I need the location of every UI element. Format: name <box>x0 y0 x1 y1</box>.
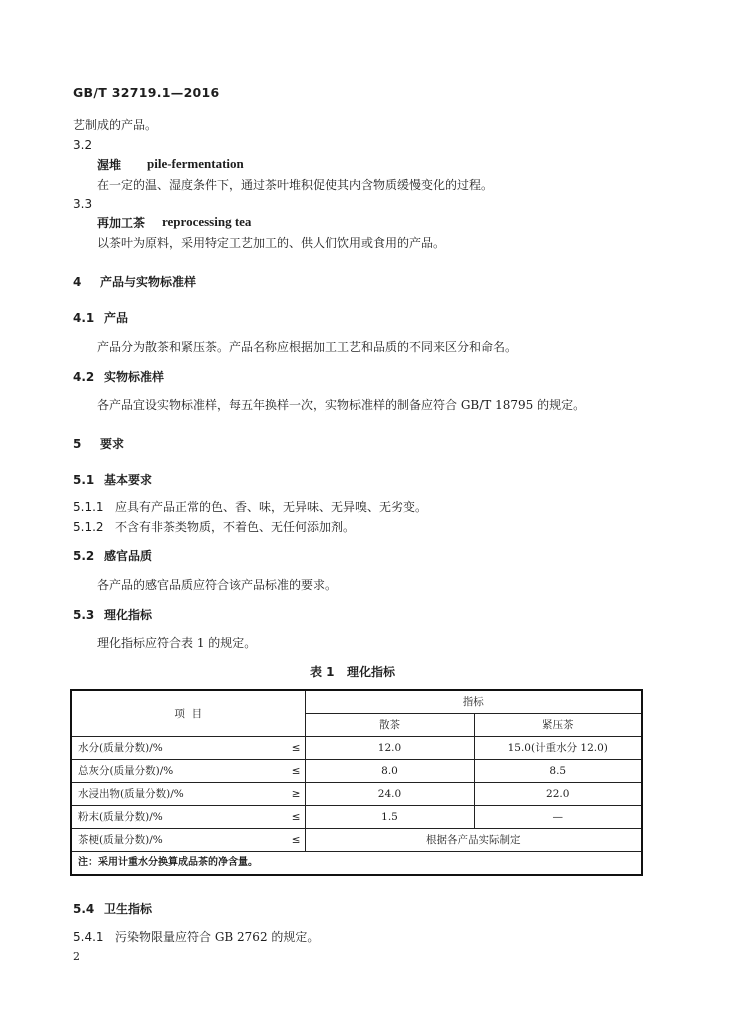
section-5-4-number: 5.4 <box>73 902 95 916</box>
row-operator: ≤ <box>269 806 305 829</box>
header-item: 项 目 <box>71 690 305 737</box>
section-5-1-1-text: 应具有产品正常的色、香、味，无异味、无异嗅、无劣变。 <box>115 500 428 514</box>
section-5-1-1-number: 5.1.1 <box>73 500 104 514</box>
section-5-1-title: 基本要求 <box>104 473 153 487</box>
row-loose-value: 12.0 <box>305 737 474 760</box>
row-compressed-value: — <box>474 806 642 829</box>
row-operator: ≤ <box>269 760 305 783</box>
row-name: 水分(质量分数)/% <box>71 737 269 760</box>
term-3-2-number: 3.2 <box>73 138 93 152</box>
section-4-1-text: 产品分为散茶和紧压茶。产品名称应根据加工工艺和品质的不同来区分和命名。 <box>97 340 518 354</box>
section-4-2-title: 实物标准样 <box>104 370 165 384</box>
section-5-3-number: 5.3 <box>73 608 95 622</box>
term-3-3-en: reprocessing tea <box>162 214 252 229</box>
term-3-2-definition: 在一定的温、湿度条件下，通过茶叶堆积促使其内含物质缓慢变化的过程。 <box>97 178 494 192</box>
standard-number: GB/T 32719.1—2016 <box>73 85 220 100</box>
term-3-2-zh: 渥堆 <box>97 158 122 172</box>
row-loose-value: 1.5 <box>305 806 474 829</box>
table-row <box>71 806 642 829</box>
row-loose-value: 24.0 <box>305 783 474 806</box>
section-5-2-number: 5.2 <box>73 549 95 563</box>
continued-text: 艺制成的产品。 <box>73 118 158 132</box>
section-5-2-title: 感官品质 <box>104 549 153 563</box>
section-5-4-title: 卫生指标 <box>104 902 153 916</box>
row-name: 总灰分(质量分数)/% <box>71 760 269 783</box>
row-compressed-value: 8.5 <box>474 760 642 783</box>
table-row <box>71 829 642 852</box>
section-5-1-2-number: 5.1.2 <box>73 520 104 534</box>
header-compressed-tea: 紧压茶 <box>474 714 642 737</box>
term-3-3-definition: 以茶叶为原料，采用特定工艺加工的、供人们饮用或食用的产品。 <box>97 236 446 250</box>
section-4-1-number: 4.1 <box>73 311 95 325</box>
table-row <box>71 760 642 783</box>
section-5-1-number: 5.1 <box>73 473 95 487</box>
section-5-number: 5 <box>73 437 82 451</box>
term-3-2-en: pile-fermentation <box>147 156 244 171</box>
header-loose-tea: 散茶 <box>305 714 474 737</box>
row-name: 茶梗(质量分数)/% <box>71 829 269 852</box>
row-loose-value: 8.0 <box>305 760 474 783</box>
section-4-1-title: 产品 <box>104 311 129 325</box>
section-4-2-text: 各产品宜设实物标准样，每五年换样一次，实物标准样的制备应符合 GB/T 18795 的规定。 <box>97 398 586 412</box>
section-5-3-text: 理化指标应符合表 1 的规定。 <box>97 636 257 650</box>
row-name: 粉末(质量分数)/% <box>71 806 269 829</box>
row-operator: ≤ <box>269 829 305 852</box>
section-5-3-title: 理化指标 <box>104 608 153 622</box>
header-indicator: 指标 <box>305 690 642 714</box>
row-name: 水浸出物(质量分数)/% <box>71 783 269 806</box>
table-note: 注：采用计重水分换算成品茶的净含量。 <box>71 852 642 876</box>
term-3-3-zh: 再加工茶 <box>97 216 146 230</box>
section-4-number: 4 <box>73 275 82 289</box>
section-5-4-1-text: 污染物限量应符合 GB 2762 的规定。 <box>115 930 320 944</box>
physicochemical-table <box>70 689 643 876</box>
table-row <box>71 783 642 806</box>
row-compressed-value: 15.0(计重水分 12.0) <box>474 737 642 760</box>
term-3-3-number: 3.3 <box>73 197 93 211</box>
row-operator: ≥ <box>269 783 305 806</box>
row-operator: ≤ <box>269 737 305 760</box>
section-5-title: 要求 <box>100 437 125 451</box>
section-5-2-text: 各产品的感官品质应符合该产品标准的要求。 <box>97 578 338 592</box>
section-5-4-1-number: 5.4.1 <box>73 930 104 944</box>
page-number: 2 <box>73 950 80 963</box>
row-merged-value: 根据各产品实际制定 <box>305 829 642 852</box>
table-caption: 表 1 理化指标 <box>310 665 396 679</box>
section-5-1-2-text: 不含有非茶类物质，不着色、无任何添加剂。 <box>115 520 356 534</box>
section-4-2-number: 4.2 <box>73 370 95 384</box>
section-4-title: 产品与实物标准样 <box>100 275 197 289</box>
row-compressed-value: 22.0 <box>474 783 642 806</box>
table-row <box>71 737 642 760</box>
